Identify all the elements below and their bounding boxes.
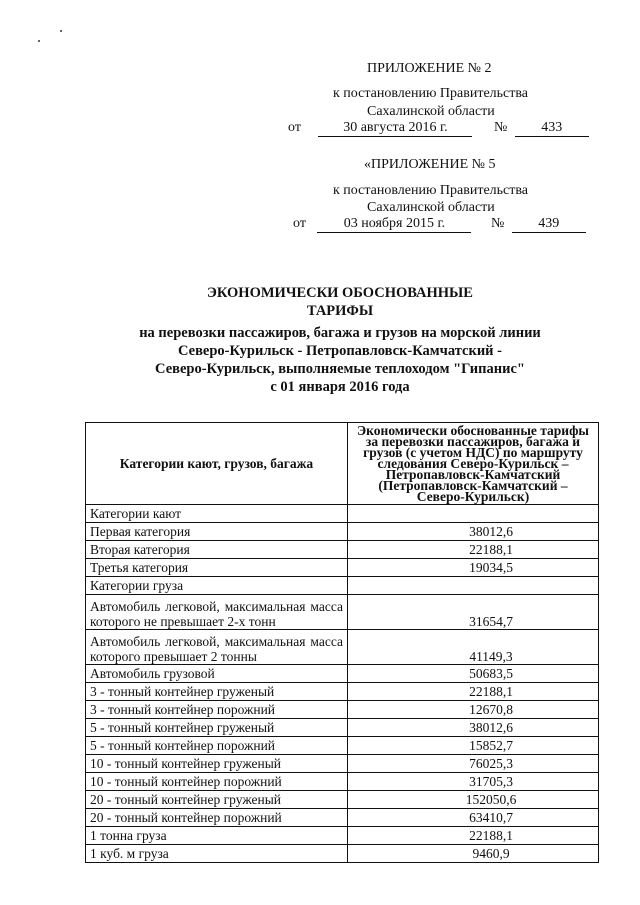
row-tariff-value: 63410,7 (348, 809, 599, 827)
table-row (86, 595, 599, 630)
row-category: Вторая категория (86, 541, 348, 559)
table-row (86, 683, 599, 701)
number-label: № (493, 120, 508, 135)
row-tariff-value: 38012,6 (348, 719, 599, 737)
appendix1-title: ПРИЛОЖЕНИЕ № 2 (367, 61, 492, 76)
table-row (86, 505, 599, 523)
row-tariff-value: 19034,5 (348, 559, 599, 577)
subtitle-line: Северо-Курильск - Петропавловск-Камчатский - (178, 343, 502, 359)
row-category: Категории груза (86, 577, 348, 595)
row-tariff-value: 152050,6 (348, 791, 599, 809)
row-category: Автомобиль легковой, максимальная масса которого превышает 2 тонны (86, 630, 348, 665)
title-line: ТАРИФЫ (306, 303, 374, 319)
row-category: 1 тонна груза (86, 827, 348, 845)
table-row (86, 701, 599, 719)
row-tariff-value: 9460,9 (348, 845, 599, 863)
row-category: 20 - тонный контейнер порожний (86, 809, 348, 827)
resolution-date: 30 августа 2016 г. (318, 120, 472, 137)
table-row (86, 719, 599, 737)
resolution-number: 433 (515, 120, 589, 137)
row-tariff-value (348, 577, 599, 595)
scan-speck (38, 40, 40, 42)
row-tariff-value: 12670,8 (348, 701, 599, 719)
row-tariff-value: 31705,3 (348, 773, 599, 791)
table-row (86, 827, 599, 845)
subtitle-line: с 01 января 2016 года (270, 379, 410, 395)
table-row (86, 791, 599, 809)
table-row (86, 523, 599, 541)
document-subtitle (100, 324, 580, 396)
from-label: от (288, 120, 301, 135)
table-row (86, 541, 599, 559)
appendix1-line2: Сахалинской области (367, 104, 495, 119)
table-row (86, 809, 599, 827)
row-category: Категории кают (86, 505, 348, 523)
row-category: Первая категория (86, 523, 348, 541)
appendix2-date-line (293, 216, 586, 233)
row-category: Автомобиль легковой, максимальная масса которого не превышает 2-х тонн (86, 595, 348, 630)
row-tariff-value: 50683,5 (348, 665, 599, 683)
row-tariff-value: 15852,7 (348, 737, 599, 755)
number-label: № (490, 216, 505, 231)
row-category: 5 - тонный контейнер груженый (86, 719, 348, 737)
table-row (86, 737, 599, 755)
appendix2-title: «ПРИЛОЖЕНИЕ № 5 (364, 157, 496, 172)
resolution-number: 439 (512, 216, 586, 233)
column-header-tariffs: Экономически обоснованные тарифы за перевозки пассажиров, багажа и грузов (с учетом НДС) по маршруту следования Северо-Курильск – Петропавловск-Камчатский (Петропавловск-Камчатский – Северо-Курильск) (348, 423, 599, 505)
table-row (86, 845, 599, 863)
row-category: 3 - тонный контейнер груженый (86, 683, 348, 701)
column-header-categories: Категории кают, грузов, багажа (86, 423, 348, 505)
row-category: 10 - тонный контейнер груженый (86, 755, 348, 773)
scan-speck (60, 30, 62, 32)
table-row (86, 665, 599, 683)
subtitle-line: Северо-Курильск, выполняемые теплоходом "Гипанис" (155, 361, 525, 377)
table-row (86, 577, 599, 595)
appendix2-line2: Сахалинской области (367, 200, 495, 215)
subtitle-line: на перевозки пассажиров, багажа и грузов на морской линии (139, 325, 541, 341)
row-category: Третья категория (86, 559, 348, 577)
table-row (86, 630, 599, 665)
row-tariff-value: 31654,7 (348, 595, 599, 630)
table-row (86, 755, 599, 773)
appendix1-date-line (288, 120, 589, 137)
tariffs-table (85, 422, 599, 863)
row-category: 10 - тонный контейнер порожний (86, 773, 348, 791)
row-category: 5 - тонный контейнер порожний (86, 737, 348, 755)
document-title (160, 284, 520, 320)
row-tariff-value: 22188,1 (348, 541, 599, 559)
appendix2-line1: к постановлению Правительства (333, 183, 529, 198)
row-tariff-value: 41149,3 (348, 630, 599, 665)
title-line: ЭКОНОМИЧЕСКИ ОБОСНОВАННЫЕ (207, 285, 473, 301)
row-tariff-value (348, 505, 599, 523)
row-category: 1 куб. м груза (86, 845, 348, 863)
from-label: от (293, 216, 306, 231)
table-row (86, 773, 599, 791)
row-tariff-value: 22188,1 (348, 827, 599, 845)
row-category: 3 - тонный контейнер порожний (86, 701, 348, 719)
row-category: Автомобиль грузовой (86, 665, 348, 683)
resolution-date: 03 ноября 2015 г. (317, 216, 471, 233)
row-tariff-value: 38012,6 (348, 523, 599, 541)
table-row (86, 559, 599, 577)
table-header-row (86, 423, 599, 505)
appendix1-line1: к постановлению Правительства (333, 86, 529, 101)
row-tariff-value: 22188,1 (348, 683, 599, 701)
row-category: 20 - тонный контейнер груженый (86, 791, 348, 809)
row-tariff-value: 76025,3 (348, 755, 599, 773)
